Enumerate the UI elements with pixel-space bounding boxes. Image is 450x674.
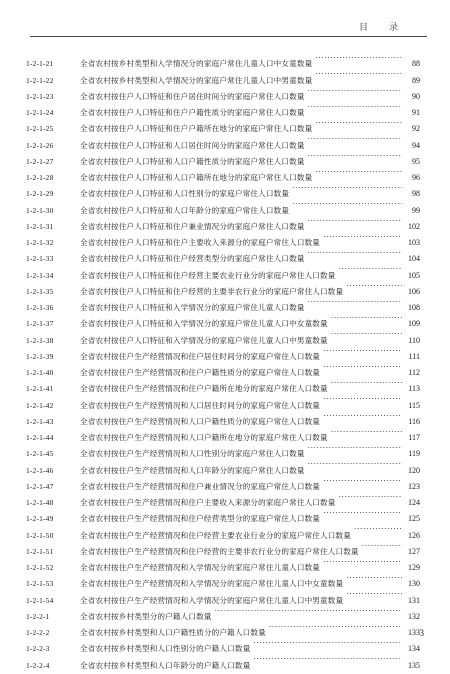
dot-leader (331, 375, 402, 391)
dot-leader (323, 505, 402, 521)
toc-entry-page: 113 (408, 384, 420, 394)
dot-leader (323, 473, 402, 489)
toc-entry-title: 全省农村按住户人口特征和住户经营类型分的家庭户常住人口数量 (80, 254, 305, 264)
toc-entry-code: 1-2-1-46 (26, 465, 54, 475)
dot-leader (331, 424, 402, 440)
toc-entry-title: 全省农村按住户人口特征和人口居住时间分的家庭户常住人口数量 (80, 140, 305, 150)
toc-entry-title: 全省农村按住户生产经营情况和住户主要收入来源分的家庭户常住人口数量 (80, 498, 336, 507)
toc-entry-page: 95 (412, 156, 420, 166)
toc-entry-code: 1-2-1-44 (26, 433, 54, 442)
toc-entry-title: 全省农村按住户人口特征和住户居住时间分的家庭户常住人口数量 (80, 91, 305, 101)
dot-leader (315, 115, 402, 131)
dot-leader (331, 310, 402, 326)
toc-entry-code: 1-2-1-38 (26, 335, 54, 345)
toc-entry-title: 全省农村按住户人口特征和住户主要收入来源分的家庭户常住人口数量 (80, 238, 321, 247)
toc-entry-code: 1-2-2-2 (26, 628, 50, 637)
toc-entry-page: 109 (408, 319, 420, 329)
toc-entry-page: 131 (408, 595, 420, 605)
toc-entry-page: 91 (412, 108, 420, 117)
toc-entry-code: 1-2-1-42 (26, 400, 54, 410)
toc-entry-code: 1-2-1-51 (26, 546, 54, 556)
toc-entry-code: 1-2-1-26 (26, 140, 54, 150)
toc-entry-code: 1-2-1-21 (26, 59, 54, 69)
toc-entry-title: 全省农村按住户人口特征和住户经营的主要非农行业分的家庭户常住人口数量 (80, 286, 344, 296)
toc-entry-title: 全省农村按住户人口特征和人口年龄分的家庭户常住人口数量 (80, 205, 290, 215)
toc-entry-page: 88 (412, 59, 420, 69)
dot-leader (308, 245, 402, 261)
toc-entry-page: 133 (408, 628, 420, 637)
toc-entry-code: 1-2-1-39 (26, 351, 54, 361)
dot-leader (331, 326, 402, 342)
toc-entry-code: 1-2-1-25 (26, 124, 54, 134)
toc-entry[interactable] (26, 50, 420, 69)
toc-entry-code: 1-2-1-35 (26, 286, 54, 296)
toc-entry-title: 全省农村按住户人口特征和入学情况分的家庭户常住儿童人口中女童数量 (80, 319, 328, 329)
toc-entry-title: 全省农村按住户生产经营情况和住户经营的主要非农行业分的家庭户常住人口数量 (80, 546, 359, 556)
toc-entry-code: 1-2-1-34 (26, 270, 54, 280)
toc-entry-code: 1-2-2-3 (26, 644, 50, 654)
toc-entry-title: 全省农村按住户生产经营情况和人口户籍所在地分的家庭户常住人口数量 (80, 433, 328, 442)
dot-leader (323, 343, 402, 359)
toc-entry-title: 全省农村按住户生产经营情况和入学情况分的家庭户常住儿童人口中女童数量 (80, 579, 344, 589)
toc-entry-title: 全省农村按住户生产经营情况和入学情况分的家庭户常住儿童人口数量 (80, 563, 321, 572)
toc-entry-title: 全省农村按住户生产经营情况和住户户籍所在地分的家庭户常住人口数量 (80, 384, 328, 394)
toc-entry-page: 106 (408, 286, 420, 296)
toc-entry-page: 132 (408, 611, 420, 621)
toc-entry-code: 1-2-1-32 (26, 238, 54, 247)
toc-entry-page: 96 (412, 173, 420, 182)
toc-entry-code: 1-2-1-30 (26, 205, 54, 215)
dot-leader (354, 521, 402, 537)
toc-entry-title: 全省农村按住户人口特征和人口户籍所在地分的家庭户常住人口数量 (80, 173, 313, 182)
toc-entry-page: 134 (408, 644, 420, 654)
toc-entry-code: 1-2-1-37 (26, 319, 54, 329)
dot-leader (253, 635, 402, 651)
dot-leader (308, 99, 402, 115)
toc-entry-code: 1-2-1-53 (26, 579, 54, 589)
toc-entry-page: 116 (408, 416, 420, 426)
toc-entry-page: 111 (408, 351, 420, 361)
dot-leader (346, 278, 402, 294)
toc-entry-title: 全省农村按住户生产经营情况和住户居住时间分的家庭户常住人口数量 (80, 351, 321, 361)
toc-entry-title: 全省农村按住户生产经营情况和住户经营主要农业行业分的家庭户常住人口数量 (80, 530, 352, 540)
toc-entry-code: 1-2-1-40 (26, 368, 54, 377)
toc-entry-page: 99 (412, 205, 420, 215)
toc-entry-title: 全省农村按住户生产经营情况和人口户籍性质分的家庭户常住人口数量 (80, 416, 321, 426)
toc-entry-page: 90 (412, 91, 420, 101)
toc-entry-title: 全省农村按住户生产经营情况和入学情况分的家庭户常住儿童人口中男童数量 (80, 595, 344, 605)
toc-entry-title: 全省农村按住户人口特征和入学情况分的家庭户常住儿童人口中男童数量 (80, 335, 328, 345)
dot-leader (308, 131, 402, 147)
toc-entry-title: 全省农村按住户人口特征和住户户籍性质分的家庭户常住人口数量 (80, 108, 305, 117)
dot-leader (315, 50, 402, 66)
dot-leader (346, 586, 402, 602)
dot-leader (323, 359, 402, 375)
toc-entry-code: 1-2-1-43 (26, 416, 54, 426)
dot-leader (323, 391, 402, 407)
dot-leader (339, 489, 402, 505)
dot-leader (308, 294, 402, 310)
toc-entry-page: 92 (412, 124, 420, 134)
page-number: 3 (419, 628, 424, 638)
toc-entry-page: 102 (408, 221, 420, 231)
toc-entry-page: 103 (408, 238, 420, 247)
toc-entry-code: 1-2-1-31 (26, 221, 54, 231)
toc-entry-title: 全省农村按住户人口特征和人口户籍性质分的家庭户常住人口数量 (80, 156, 305, 166)
dot-leader (308, 83, 402, 99)
dot-leader (323, 229, 402, 245)
dot-leader (308, 213, 402, 229)
toc-entry-page: 110 (408, 335, 420, 345)
toc-entry-title: 全省农村按住户生产经营情况和住户经营类型分的家庭户常住人口数量 (80, 514, 321, 524)
dot-leader (292, 196, 402, 212)
toc-entry-page: 117 (408, 433, 420, 442)
toc-entry-code: 1-2-1-33 (26, 254, 54, 264)
dot-leader (308, 440, 402, 456)
toc-entry-page: 98 (412, 189, 420, 199)
toc-entry-title: 全省农村按住户生产经营情况和人口年龄分的家庭户常住人口数量 (80, 465, 305, 475)
toc-entry-title: 全省农村按乡村类型和入学情况分的家庭户常住儿童人口中女童数量 (80, 59, 313, 69)
dot-leader (315, 66, 402, 82)
dot-leader (323, 408, 402, 424)
toc-entry-page: 112 (408, 368, 420, 377)
toc-entry-code: 1-2-1-28 (26, 173, 54, 182)
dot-leader (346, 570, 402, 586)
toc-entry-code: 1-2-1-27 (26, 156, 54, 166)
dot-leader (323, 554, 402, 570)
toc-entry-page: 120 (408, 465, 420, 475)
toc-entry-title: 全省农村按住户人口特征和人口性别分的家庭户常住人口数量 (80, 189, 290, 199)
dot-leader (315, 164, 402, 180)
toc-entry-title: 全省农村按住户人口特征和入学情况分的家庭户常住儿童人口数量 (80, 303, 305, 312)
toc-entry-title: 全省农村按住户人口特征和住户经营主要农业行业分的家庭户常住人口数量 (80, 270, 336, 280)
toc-entry-title: 全省农村按乡村类型和人口性别分的户籍人口数量 (80, 644, 251, 654)
running-header: 目 录 (358, 23, 404, 33)
table-of-contents (26, 50, 420, 668)
toc-entry-title: 全省农村按乡村类型和入学情况分的家庭户常住儿童人口中男童数量 (80, 75, 313, 85)
toc-entry-code: 1-2-2-1 (26, 611, 50, 621)
dot-leader (362, 538, 402, 554)
dot-leader (253, 651, 402, 667)
toc-entry-page: 108 (408, 303, 420, 312)
dot-leader (339, 261, 402, 277)
toc-entry-code: 1-2-1-29 (26, 189, 54, 199)
toc-entry-page: 130 (408, 579, 420, 589)
toc-entry-page: 129 (408, 563, 420, 572)
toc-entry-page: 89 (412, 75, 420, 85)
toc-entry-title: 全省农村按住户人口特征和住户户籍所在地分的家庭户常住人口数量 (80, 124, 313, 134)
toc-entry-code: 1-2-1-48 (26, 498, 54, 507)
toc-entry-code: 1-2-1-52 (26, 563, 54, 572)
toc-entry-page: 119 (408, 449, 420, 459)
toc-entry-page: 126 (408, 530, 420, 540)
toc-entry-code: 1-2-1-22 (26, 75, 54, 85)
toc-entry-title: 全省农村按住户生产经营情况和人口性别分的家庭户常住人口数量 (80, 449, 305, 459)
toc-entry-code: 1-2-1-54 (26, 595, 54, 605)
toc-entry-code: 1-2-1-24 (26, 108, 54, 117)
toc-entry-page: 104 (408, 254, 420, 264)
toc-entry-page: 127 (408, 546, 420, 556)
toc-entry-title: 全省农村按乡村类型分的户籍人口数量 (80, 611, 212, 621)
dot-leader (308, 456, 402, 472)
toc-entry-page: 124 (408, 498, 420, 507)
header-rule (30, 36, 427, 37)
toc-entry-code: 1-2-1-49 (26, 514, 54, 524)
toc-entry-title: 全省农村按乡村类型和人口户籍性质分的户籍人口数量 (80, 628, 266, 637)
toc-entry-page: 123 (408, 481, 420, 491)
toc-entry-page: 94 (412, 140, 420, 150)
toc-entry-title: 全省农村按住户生产经营情况和人口居住时间分的家庭户常住人口数量 (80, 400, 321, 410)
toc-entry-code: 1-2-1-41 (26, 384, 54, 394)
toc-entry-title: 全省农村按住户生产经营情况和住户户籍性质分的家庭户常住人口数量 (80, 368, 321, 377)
toc-entry-page: 125 (408, 514, 420, 524)
toc-entry-title: 全省农村按住户人口特征和住户兼业情况分的家庭户常住人口数量 (80, 221, 305, 231)
dot-leader (292, 180, 402, 196)
toc-entry-code: 1-2-1-47 (26, 481, 54, 491)
dot-leader (215, 603, 402, 619)
toc-entry-code: 1-2-1-45 (26, 449, 54, 459)
dot-leader (269, 619, 402, 635)
toc-entry-page: 105 (408, 270, 420, 280)
toc-entry-code: 1-2-1-50 (26, 530, 54, 540)
toc-entry-code: 1-2-1-23 (26, 91, 54, 101)
toc-entry-code: 1-2-2-4 (26, 660, 50, 670)
dot-leader (308, 148, 402, 164)
toc-entry-code: 1-2-1-36 (26, 303, 54, 312)
toc-entry-page: 135 (408, 660, 420, 670)
toc-entry-page: 115 (408, 400, 420, 410)
toc-entry-title: 全省农村按乡村类型和人口年龄分的户籍人口数量 (80, 660, 251, 670)
toc-entry-title: 全省农村按住户生产经营情况和住户兼业情况分的家庭户常住人口数量 (80, 481, 321, 491)
